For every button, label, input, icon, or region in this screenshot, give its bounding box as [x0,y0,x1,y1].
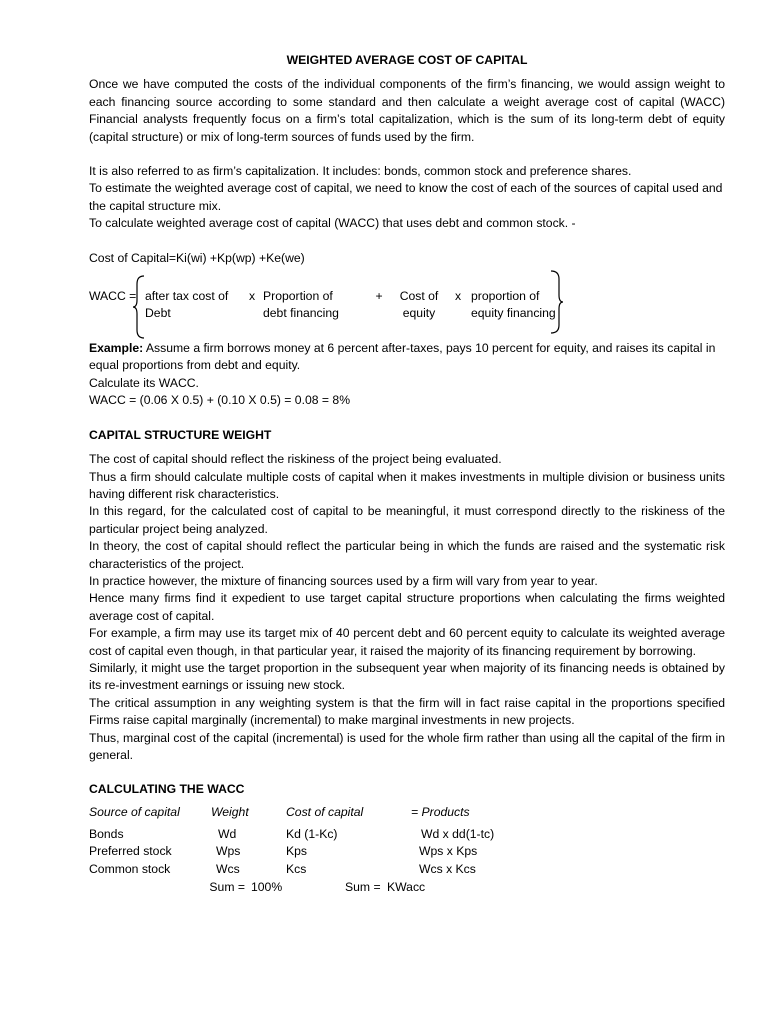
column-header: Cost of capital [286,804,364,819]
example-question: Calculate its WACC. [89,375,199,390]
wacc-operator: + [375,289,383,304]
wacc-spacer [241,305,263,322]
calculating-wacc-heading: CALCULATING THE WACC [89,782,245,797]
table-cell: Preferred stock [89,844,172,859]
wacc-spacer [445,305,471,322]
capitalization-paragraph-2: To estimate the weighted average cost of capital, we need to know the cost of each of the sources of capital used and the capital structure mix. [89,181,723,213]
capitalization-paragraph-3: To calculate weighted average cost of capital (WACC) that uses debt and common stock. - [89,216,576,231]
capital-structure-paragraph: In practice however, the mixture of financing sources used by a firm will vary from year to year. [89,573,598,588]
table-cell: Kcs [286,862,307,876]
table-row [89,826,725,844]
capital-structure-paragraph: Thus, marginal cost of the capital (incremental) is used for the whole firm rather than using all the capital of the firm in general. [89,730,725,762]
table-cell: Bonds [89,826,124,841]
example-label: Example: [89,341,144,356]
wacc-term: proportion of [471,289,540,304]
document-page [89,52,725,897]
table-cell: Wcs [216,862,240,876]
example-paragraph [89,340,725,375]
capital-structure-heading: CAPITAL STRUCTURE WEIGHT [89,427,272,442]
wacc-term: Debt [145,306,171,321]
wacc-formula-terms [145,288,565,323]
table-cell: Wd x dd(1-tc) [421,826,495,841]
capital-structure-paragraph: Thus a firm should calculate multiple costs of capital when it makes investments in multiple division or business units having different risk characteristics. [89,469,725,501]
table-cell: Wps [216,844,241,859]
capital-structure-paragraph: The critical assumption in any weighting system is that the firm will in fact raise capital in the proportions specified Firms raise capital marginally (incremental) to make marginal investments in new projects. [89,695,725,728]
table-cell: Wd [218,826,237,841]
table-cell: Wps x Kps [419,844,478,859]
example-answer: WACC = (0.06 X 0.5) + (0.10 X 0.5) = 0.08 = 8% [89,393,351,408]
capital-structure-paragraph: The cost of capital should reflect the riskiness of the project being evaluated. [89,452,502,467]
cost-of-capital-formula: Cost of Capital=Ki(wi) +Kp(wp) +Ke(we) [89,250,305,265]
wacc-term: equity financing [471,306,556,321]
table-cell: Kd (1-Kc) [286,826,338,841]
table-cell: Kps [286,844,308,859]
wacc-operator: x [454,289,462,304]
wacc-term: equity [402,306,436,321]
wacc-term: after tax cost of [145,289,229,304]
table-cell: Wcs x Kcs [419,862,476,876]
example-text: Assume a firm borrows money at 6 percent after-taxes, pays 10 percent for equity, and raises its capital in equal proportions from debt and equity. [89,341,716,373]
wacc-label: WACC = [89,289,137,304]
wacc-table [89,804,725,897]
sum-value: KWacc [387,879,426,894]
capital-structure-paragraph: For example, a firm may use its target mix of 40 percent debt and 60 percent equity to calculate its weighted average cost of capital even though, in that particular year, it raised the majority of its financing requirement by borrowing. [89,626,725,658]
wacc-term: Proportion of [263,289,333,304]
table-header-row [89,804,725,826]
table-sum-row [89,879,725,897]
left-brace-icon [132,274,146,340]
sum-label: Sum = [345,879,381,894]
wacc-formula-block [89,274,725,340]
wacc-spacer [365,305,393,322]
table-row [89,843,725,861]
capital-structure-paragraph: In this regard, for the calculated cost of capital to be meaningful, it must correspond directly to the riskiness of the particular project being analyzed. [89,504,725,536]
wacc-term: Cost of [399,289,439,304]
wacc-term: debt financing [263,306,339,321]
column-header: Source of capital [89,804,180,819]
capital-structure-paragraph: Hence many firms find it expedient to use target capital structure proportions when calculating the firms weighted average cost of capital. [89,591,725,623]
capital-structure-paragraph: Similarly, it might use the target proportion in the subsequent year when majority of its financing needs is obtained by its re-investment earnings or issuing new stock. [89,660,725,693]
table-row [89,861,725,879]
wacc-operator: x [248,289,256,304]
intro-paragraph: Once we have computed the costs of the individual components of the firm’s financing, we would assign weight to each financing source according to some standard and then calculate a weight average cost of capital (WACC) Financial analysts frequently focus on a firm’s total capitalization, which is the sum of its long-term debt of equity (capital structure) or mix of long-term sources of funds used by the firm. [89,77,725,144]
column-header: Weight [211,804,249,819]
sum-label: Sum = [209,879,245,894]
capitalization-paragraph-1: It is also referred to as firm’s capitalization. It includes: bonds, common stock and preference shares. [89,164,632,179]
capital-structure-paragraph: In theory, the cost of capital should reflect the particular being in which the funds are raised and the systematic risk characteristics of the project. [89,539,725,571]
column-header: = Products [411,804,470,819]
table-cell: Common stock [89,862,171,876]
sum-value: 100% [251,879,283,894]
document-title: WEIGHTED AVERAGE COST OF CAPITAL [286,53,528,67]
